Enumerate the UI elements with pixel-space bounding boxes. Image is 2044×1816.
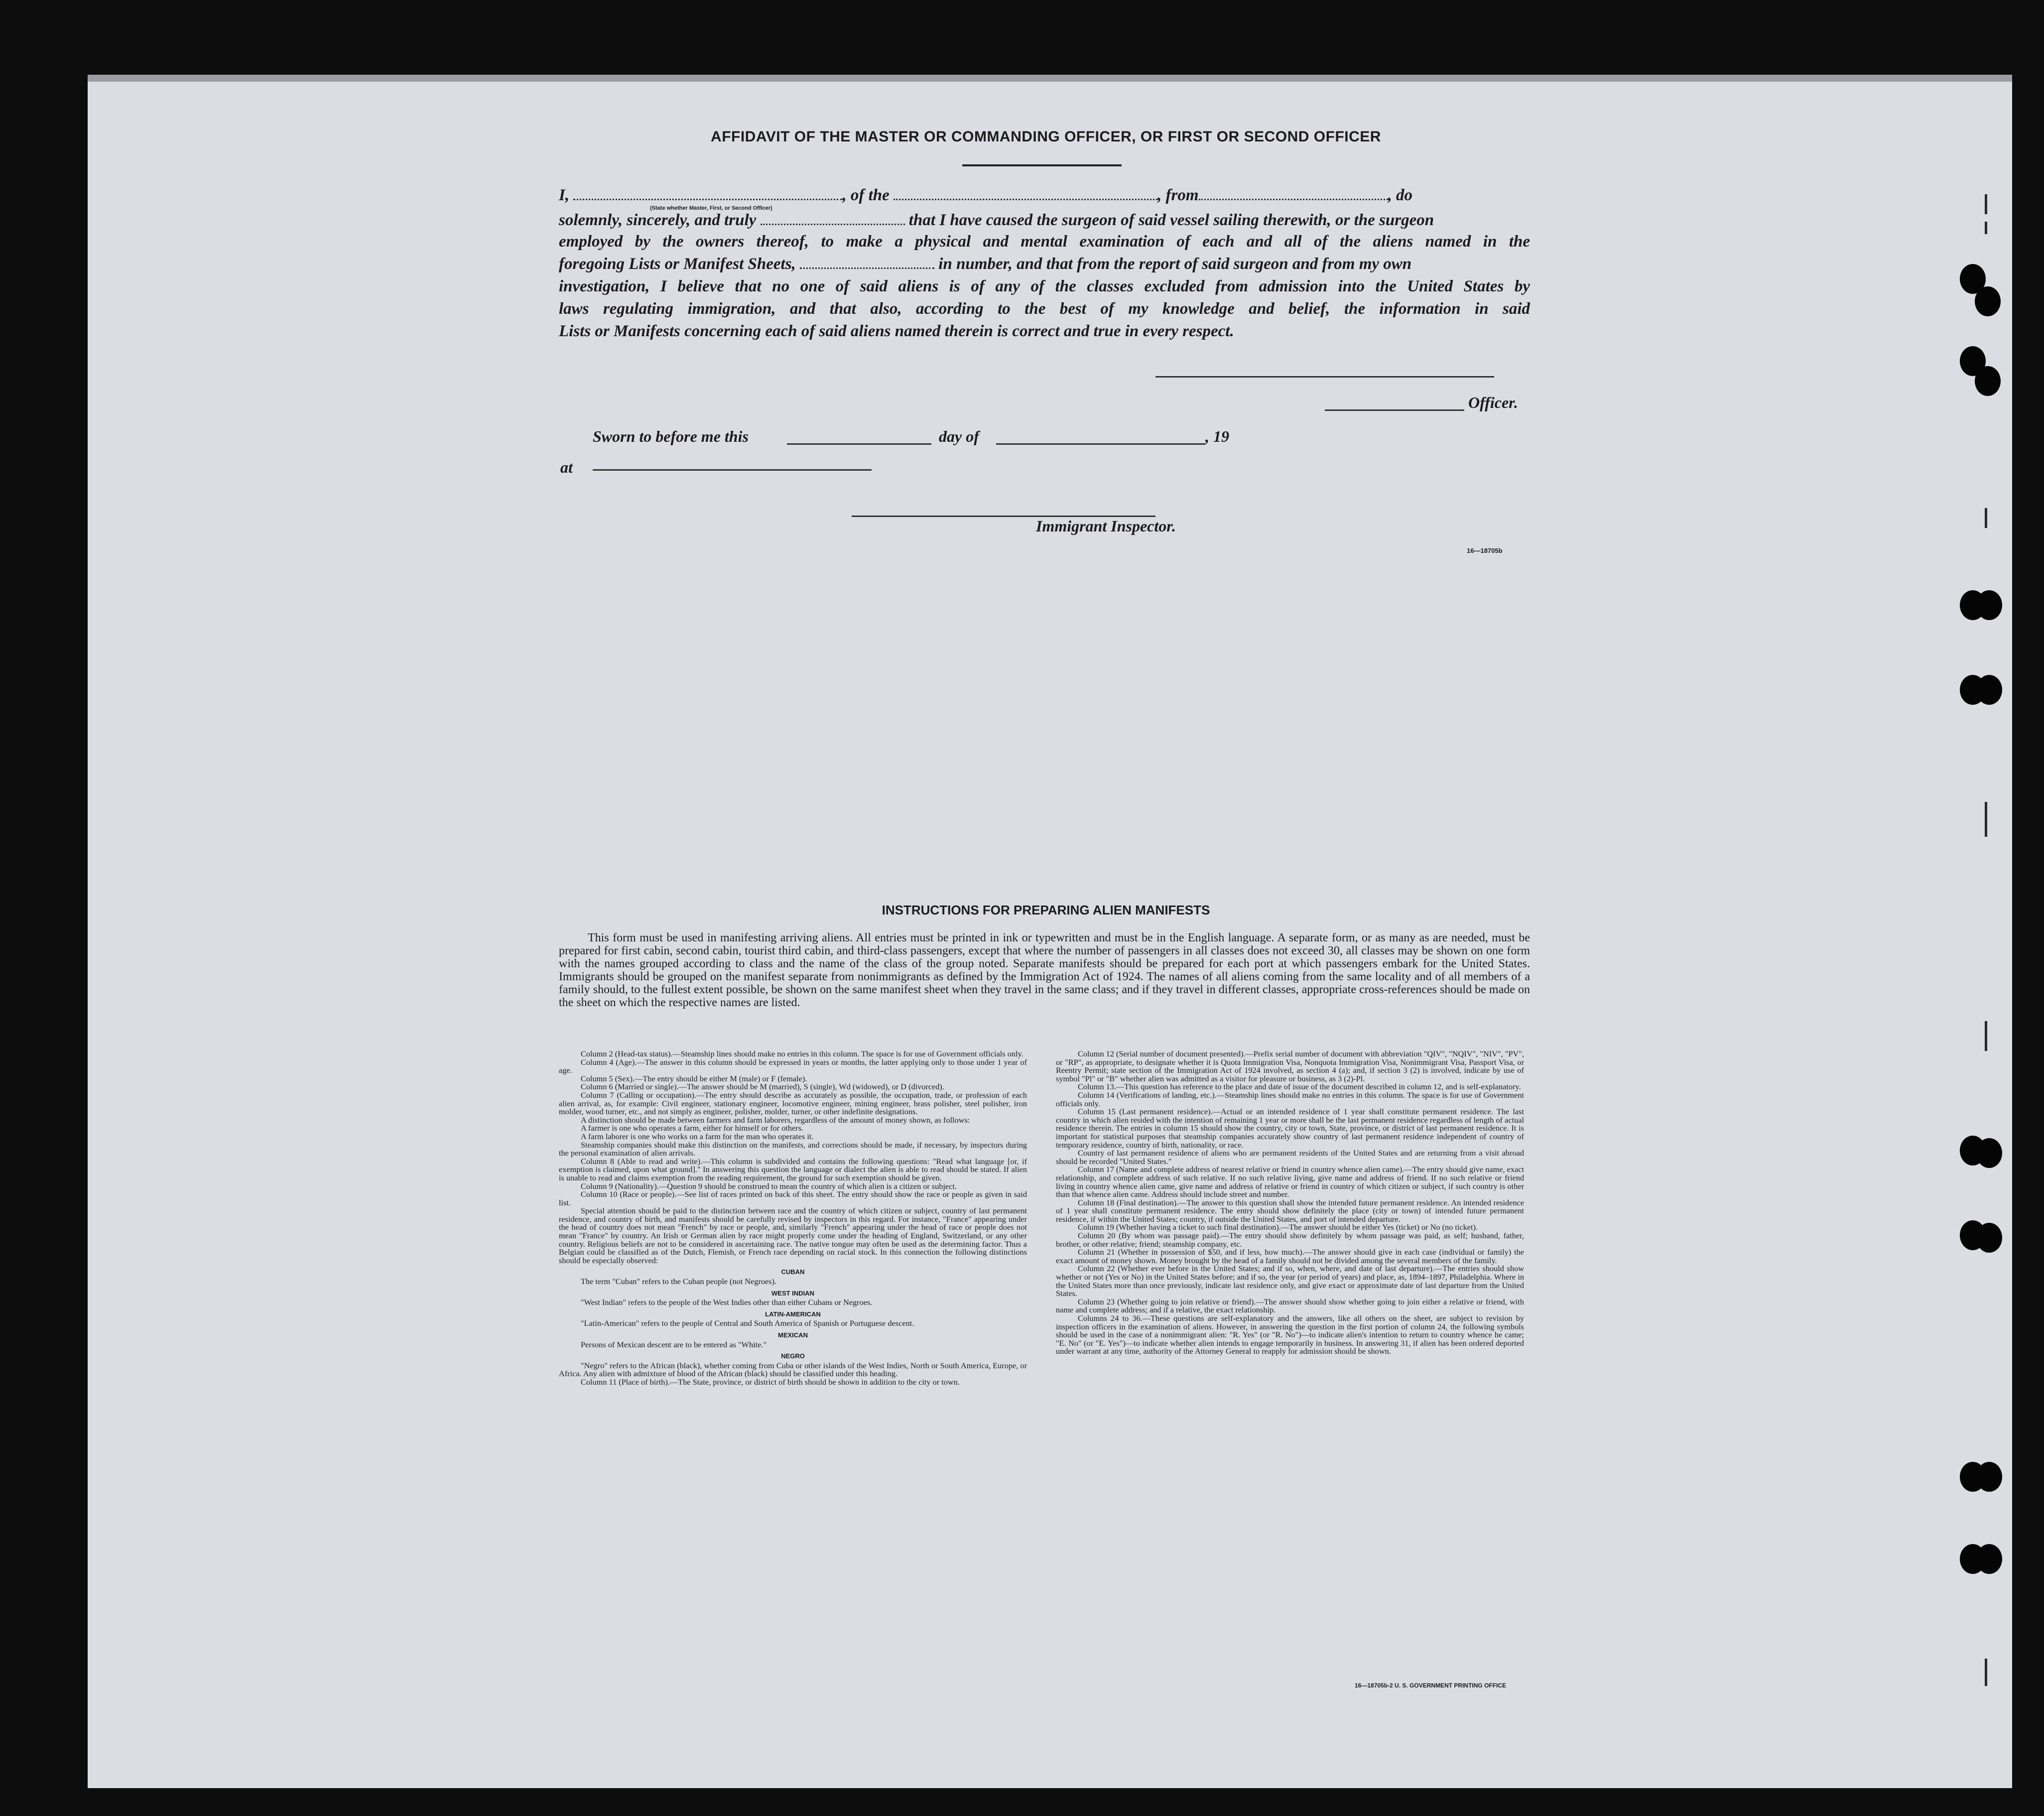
binder-hole xyxy=(1976,1223,2002,1253)
sworn-label: Sworn to before me this xyxy=(593,427,749,445)
mexican-definition: Persons of Mexican descent are to be entered as "White." xyxy=(581,1339,767,1349)
column-21-instruction: Column 21 (Whether in possession of $50, and if less, how much).—The answer should give in each case (individual or family) the exact amount of money shown. Money brought by the head of a family should not be divided among the several members of the family. xyxy=(1056,1247,1524,1265)
surgeon-text: that I have caused the surgeon of said vessel sailing therewith, or the surgeon xyxy=(908,211,1434,229)
column-5-instruction: Column 5 (Sex).—The entry should be either M (male) or F (female). xyxy=(581,1073,807,1083)
binder-hole xyxy=(1976,590,2002,620)
sworn-day-field[interactable] xyxy=(787,443,931,445)
column-14-instruction: Column 14 (Verifications of landing, etc.).—Steamship lines should make no entries in this column. The space is for use of Government officials only. xyxy=(1056,1090,1524,1108)
foregoing-lists-text: foregoing Lists or Manifest Sheets, xyxy=(559,255,796,273)
column-2-instruction: Column 2 (Head-tax status).—Steamship lines should make no entries in this column. The space is for use of Government officials only. xyxy=(581,1049,1023,1058)
officer-rank-field[interactable] xyxy=(573,190,842,200)
sheet-top-edge xyxy=(88,75,2012,82)
steamship-distinction-text: Steamship companies should make this distinction on the manifests, and corrections should be made, if necessary, by inspectors during the personal examination of alien arrivals. xyxy=(559,1140,1027,1158)
at-label: at xyxy=(560,458,573,476)
officer-label: Officer. xyxy=(1468,393,1518,411)
affidavit-line-3: employed by the owners thereof, to make a physical and mental examination of each and all of the aliens named in the xyxy=(559,233,1530,251)
binder-hole xyxy=(1976,675,2002,705)
binder-hole xyxy=(1975,366,2001,396)
do-label: , do xyxy=(1388,186,1413,204)
year-label: , 19 xyxy=(1205,427,1229,445)
west-indian-definition: "West Indian" refers to the people of the West Indies other than either Cubans or Negroes. xyxy=(581,1297,873,1307)
affidavit-line-5: investigation, I believe that no one of said aliens is of any of the classes excluded from admission into the United States by xyxy=(559,277,1530,295)
negro-heading: NEGRO xyxy=(781,1352,805,1360)
negro-definition: "Negro" refers to the African (black), whether coming from Cuba or other islands of the West Indies, North or South America, Europe, or Africa. Any alien with admixture of blood of the African (black) should be classified under this heading. xyxy=(559,1360,1027,1379)
margin-mark xyxy=(1985,194,1987,214)
vessel-name-field[interactable] xyxy=(894,190,1157,200)
margin-mark xyxy=(1985,508,1987,528)
latin-american-definition: "Latin-American" refers to the people of Central and South America of Spanish or Portuguese descent. xyxy=(581,1318,914,1328)
oath-i-label: I, xyxy=(559,186,570,204)
farmer-definition: A farmer is one who operates a farm, either for himself or for others. xyxy=(581,1123,804,1133)
column-11-instruction: Column 11 (Place of birth).—The State, province, or district of birth should be shown in addition to the city or town. xyxy=(581,1377,960,1387)
day-of-label: day of xyxy=(939,427,979,445)
affidavit-line-6: laws regulating immigration, and that also, according to the best of my knowledge and belief, the information in said xyxy=(559,300,1530,318)
farm-laborer-definition: A farm laborer is one who works on a farm for the man who operates it. xyxy=(581,1131,814,1141)
title-divider xyxy=(962,164,1122,166)
instructions-intro xyxy=(559,931,1530,1009)
returning-resident-note: Country of last permanent residence of aliens who are permanent residents of the United States and are returning from a visit abroad should be recorded "United States." xyxy=(1056,1148,1524,1166)
inspector-label: Immigrant Inspector. xyxy=(1036,517,1176,535)
affidavit-line-4 xyxy=(559,253,1530,275)
sworn-manner-field[interactable] xyxy=(761,215,905,225)
affidavit-line-1 xyxy=(559,184,1530,206)
column-18-instruction: Column 18 (Final destination).—The answer to this question shall show the intended future permanent residence. An intended residence of 1 year shall constitute permanent residence. The entry should show definitely the place (city or town) of intended future permanent residence, if within the United States; country, if outside the United States, and port of intended departure. xyxy=(1056,1197,1524,1224)
port-of-departure-field[interactable] xyxy=(1199,190,1388,200)
affidavit-line-7: Lists or Manifests concerning each of said aliens named therein is correct and true in every respect. xyxy=(559,322,1234,340)
column-9-instruction: Column 9 (Nationality).—Question 9 should be construed to mean the country of which alien is a citizen or subject. xyxy=(581,1181,957,1191)
margin-mark xyxy=(1985,222,1987,234)
instructions-right-column xyxy=(1056,1050,1524,1356)
column-22-instruction: Column 22 (Whether ever before in the United States; and if so, when, where, and date of last departure).—The entries should show whether or not (Yes or No) in the United States before; and if so, the year (or period of years) and place, as, 1894–1897, Philadelphia. Where in the United States more than once previously, indicate last residence only, and give exact or approximate date of last departure from the United States. xyxy=(1056,1264,1524,1298)
column-7-instruction: Column 7 (Calling or occupation).—The entry should describe as accurately as possible, the occupation, trade, or profession of each alien arrival, as, for example: Civil engineer, stationary engineer, locomotive engineer, mining engineer, brass polisher, steel polisher, iron molder, wood turner, etc., and not simply as engineer, polisher, molder, turner, or other indefinite designations. xyxy=(559,1090,1027,1117)
column-17-instruction: Column 17 (Name and complete address of nearest relative or friend in country whence alien came).—The entry should give name, exact relationship, and complete address of such relative. If no such relative living, give name and address of friend. If no such relative or friend living in country whence alien came, give name and address of relative or friend in country of which citizen or subject, if such country is other than that whence alien came. Address should include street and number. xyxy=(1056,1165,1524,1199)
intro-paragraph: This form must be used in manifesting arriving aliens. All entries must be printed in ink or typewritten and must be in the English language. A separate form, or as many as are needed, must be prepared for first cabin, second cabin, tourist third cabin, and third-class passengers, except that where the number of passengers in all classes does not exceed 30, all classes may be shown on one form with the names grouped according to class and the name of the class of the group noted. Separate manifests should be prepared for each port at which passengers embark for the United States. Immigrants should be grouped on the manifest separate from nonimmigrants as defined by the Immigration Act of 1924. The names of all aliens coming from the same locality and of all members of a family should, to the fullest extent possible, be shown on the same manifest sheet when they travel in the same class; and if they travel in different classes, appropriate cross-references should be made on the sheet on which the respective names are listed. xyxy=(559,931,1530,1009)
affidavit-title: AFFIDAVIT OF THE MASTER OR COMMANDING OFFICER, OR FIRST OR SECOND OFFICER xyxy=(711,129,1381,145)
column-23-instruction: Column 23 (Whether going to join relative or friend).—The answer should show whether going to join either a relative or friend, with name and complete address; and if a relative, the exact relationship. xyxy=(1056,1297,1524,1315)
west-indian-heading: WEST INDIAN xyxy=(771,1289,814,1297)
column-8-instruction: Column 8 (Able to read and write).—This column is subdivided and contains the following questions: "Read what language [or, if exemption is claimed, upon what ground]." In answering this question the language or dialect the alien is able to read should be stated. If alien is unable to read and claims exemption from the reading requirement, the ground for such exemption should be given. xyxy=(559,1156,1027,1182)
margin-mark xyxy=(1985,1659,1987,1686)
race-distinction-text: Special attention should be paid to the distinction between race and the country of which citizen or subject, country of last permanent residence, and country of birth, and manifests should be carefully revised by inspectors in this regard. For instance, "France" appearing under the head of country does not mean "French" by race or people, and, similarly "French" appearing under the head of race or people does not mean "France" by country. An Irish or German alien by race might properly come under the heading of England, Switzerland, or any other country. Religious beliefs are not to be considered in ascertaining race. The native tongue may often be used as the determining factor. Thus a Belgian could be classified as of the Dutch, Flemish, or French race depending on racial stock. In this connection the following distinctions should be especially observed: xyxy=(559,1206,1027,1265)
mexican-heading: MEXICAN xyxy=(778,1331,808,1339)
sworn-place-field[interactable] xyxy=(593,469,872,471)
instructions-title: INSTRUCTIONS FOR PREPARING ALIEN MANIFESTS xyxy=(882,903,1210,917)
binder-hole xyxy=(1976,1138,2002,1168)
cuban-heading: CUBAN xyxy=(781,1268,805,1276)
latin-american-heading: LATIN-AMERICAN xyxy=(765,1310,821,1318)
column-10-instruction: Column 10 (Race or people).—See list of races printed on back of this sheet. The entry should show the race or people as given in said list. xyxy=(559,1189,1027,1207)
instructions-left-column xyxy=(559,1050,1027,1387)
margin-mark xyxy=(1985,1021,1987,1051)
column-15-instruction: Column 15 (Last permanent residence).—Actual or an intended residence of 1 year shall constitute permanent residence. The last country in which alien resided with the intention of remaining 1 year or more shall be the last permanent residence regardless of length of actual residence therein. The entries in column 15 should show the country, city or town, State, province, or district of last permanent residence. It is important for statistical purposes that steamship companies accurately show country of last permanent residence independent of country of temporary residence, country of birth, nationality, or race. xyxy=(1056,1107,1524,1150)
column-20-instruction: Column 20 (By whom was passage paid).—The entry should show definitely by whom passage was paid, as self; husband, father, brother, or other relative; friend; steamship company, etc. xyxy=(1056,1231,1524,1249)
column-6-instruction: Column 6 (Married or single).—The answer should be M (married), S (single), Wd (widowed), or D (divorced). xyxy=(581,1082,944,1092)
in-number-text: in number, and that from the report of said surgeon and from my own xyxy=(938,255,1412,273)
binder-hole xyxy=(1976,1544,2002,1574)
sworn-month-field[interactable] xyxy=(996,443,1205,445)
alien-count-field[interactable] xyxy=(800,259,934,269)
affidavit-form-code: 16—18705b xyxy=(1467,547,1503,554)
column-13-instruction: Column 13.—This question has reference to the place and date of issue of the document described in column 12, and is self-explanatory. xyxy=(1078,1082,1521,1092)
column-12-instruction: Column 12 (Serial number of document presented).—Prefix serial number of document with abbreviation "QIV", "NQIV", "NIV", "PV", or "RP", as appropriate, to designate whether it is Quota Immigration Visa, Nonquota Immigration Visa, Nonimmigrant Visa, Passport Visa, or Reentry Permit; state section of the Immigration Act of 1924 involved, as section 4 (a); and, if section 3 (2) is involved, indicate by use of symbol "Pl" or "B" whether alien was admitted as a visitor for pleasure or business, as 3 (2)-Pl. xyxy=(1056,1049,1524,1083)
of-the-label: , of the xyxy=(842,186,890,204)
officer-title-line[interactable] xyxy=(1325,409,1464,411)
columns-24-36-instruction: Columns 24 to 36.—These questions are self-explanatory and the answers, like all others on the sheet, are subject to revision by inspection officers in the examination of aliens. However, in answering the question in the first portion of column 24, the following symbols should be used in the case of a nonimmigrant alien: "R. Yes" (or "R. No")—to indicate alien's intention to return to country whence he came; "E. No" (or "E. Yes")—to indicate whether alien intends to engage temporarily in business. In answering 31, if alien has been ordered deported under warrant at any time, authority of the Attorney General to reapply for admission should be shown. xyxy=(1056,1313,1524,1356)
cuban-definition: The term "Cuban" refers to the Cuban people (not Negroes). xyxy=(581,1277,777,1287)
officer-signature-line[interactable] xyxy=(1155,376,1494,378)
margin-mark xyxy=(1985,802,1987,837)
binder-hole xyxy=(1975,286,2001,316)
rank-instruction-note: (State whether Master, First, or Second Officer) xyxy=(650,205,772,211)
binder-hole xyxy=(1976,1462,2002,1492)
column-19-instruction: Column 19 (Whether having a ticket to such final destination).—The answer should be either Yes (ticket) or No (no ticket). xyxy=(1078,1222,1478,1232)
solemnly-text: solemnly, sincerely, and truly xyxy=(559,211,757,229)
farmer-distinction-text: A distinction should be made between farmers and farm laborers, regardless of the amount of money shown, as follows: xyxy=(581,1115,970,1125)
from-label: , from xyxy=(1157,186,1199,204)
printing-office-code: 16—18705b-2 U. S. GOVERNMENT PRINTING OFFICE xyxy=(1355,1682,1507,1689)
affidavit-line-2 xyxy=(559,209,1530,231)
column-4-instruction: Column 4 (Age).—The answer in this column should be expressed in years or months, the latter applying only to those under 1 year of age. xyxy=(559,1057,1027,1075)
